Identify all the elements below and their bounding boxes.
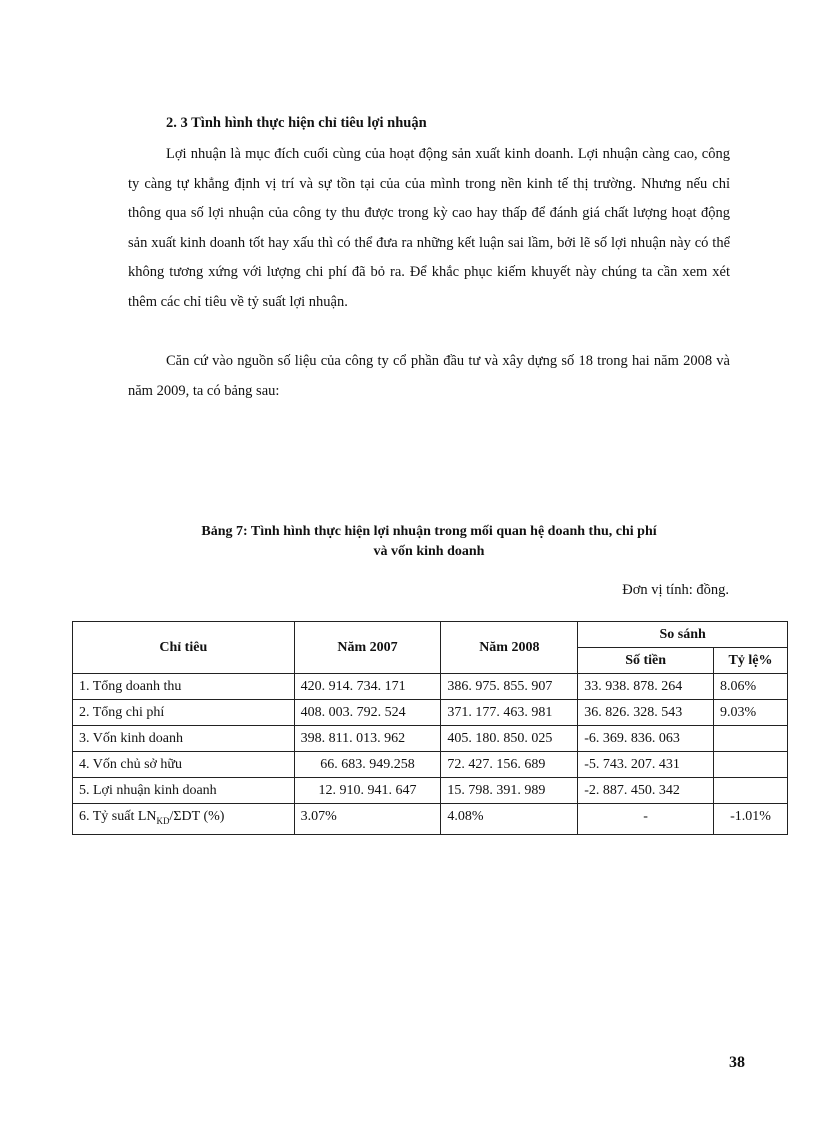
header-amount: Số tiền bbox=[578, 648, 714, 674]
unit-note: Đơn vị tính: đồng. bbox=[622, 582, 729, 598]
header-ratio: Tỷ lệ% bbox=[714, 648, 788, 674]
paragraph-2: Căn cứ vào nguồn số liệu của công ty cổ phần đầu tư và xây dựng số 18 trong hai năm 2008 và năm 2009, ta có bảng sau: bbox=[128, 353, 730, 399]
cell-2008: 371. 177. 463. 981 bbox=[441, 700, 578, 726]
table-caption-line-2: và vốn kinh doanh bbox=[373, 544, 485, 559]
cell-diff: - bbox=[578, 804, 714, 835]
cell-diff: -5. 743. 207. 431 bbox=[578, 752, 714, 778]
cell-2007: 398. 811. 013. 962 bbox=[294, 726, 441, 752]
cell-diff: -6. 369. 836. 063 bbox=[578, 726, 714, 752]
profit-table bbox=[72, 621, 788, 835]
ratio-label-prefix: 6. Tỷ suất LN bbox=[79, 809, 157, 824]
page-number: 38 bbox=[729, 1054, 745, 1071]
cell-ratio: -1.01% bbox=[714, 804, 788, 835]
cell-2008: 15. 798. 391. 989 bbox=[441, 778, 578, 804]
cell-ratio: 9.03% bbox=[714, 700, 788, 726]
ratio-label-sub: KD bbox=[156, 815, 170, 826]
table-row bbox=[73, 752, 788, 778]
table-row bbox=[73, 778, 788, 804]
header-year-2007: Năm 2007 bbox=[294, 622, 441, 674]
header-indicator: Chỉ tiêu bbox=[73, 622, 295, 674]
cell-ratio bbox=[714, 726, 788, 752]
row-label: 3. Vốn kinh doanh bbox=[73, 726, 295, 752]
row-label: 5. Lợi nhuận kinh doanh bbox=[73, 778, 295, 804]
cell-2008: 405. 180. 850. 025 bbox=[441, 726, 578, 752]
header-compare: So sánh bbox=[578, 622, 788, 648]
cell-2007: 420. 914. 734. 171 bbox=[294, 674, 441, 700]
cell-2008: 386. 975. 855. 907 bbox=[441, 674, 578, 700]
cell-ratio: 8.06% bbox=[714, 674, 788, 700]
row-label bbox=[73, 804, 295, 835]
ratio-label-suffix: /ΣDT (%) bbox=[169, 809, 225, 824]
table-caption bbox=[128, 522, 730, 562]
cell-2008: 72. 427. 156. 689 bbox=[441, 752, 578, 778]
row-label: 2. Tổng chi phí bbox=[73, 700, 295, 726]
cell-2007: 3.07% bbox=[294, 804, 441, 835]
cell-diff: 36. 826. 328. 543 bbox=[578, 700, 714, 726]
table-row bbox=[73, 726, 788, 752]
cell-diff: -2. 887. 450. 342 bbox=[578, 778, 714, 804]
cell-2007: 408. 003. 792. 524 bbox=[294, 700, 441, 726]
header-year-2008: Năm 2008 bbox=[441, 622, 578, 674]
table-row bbox=[73, 700, 788, 726]
row-label: 1. Tổng doanh thu bbox=[73, 674, 295, 700]
section-heading: 2. 3 Tình hình thực hiện chỉ tiêu lợi nhuận bbox=[166, 115, 427, 131]
cell-2007: 12. 910. 941. 647 bbox=[294, 778, 441, 804]
table-row bbox=[73, 804, 788, 835]
cell-ratio bbox=[714, 778, 788, 804]
cell-2008: 4.08% bbox=[441, 804, 578, 835]
table-row bbox=[73, 674, 788, 700]
cell-2007: 66. 683. 949.258 bbox=[294, 752, 441, 778]
cell-ratio bbox=[714, 752, 788, 778]
row-label: 4. Vốn chủ sở hữu bbox=[73, 752, 295, 778]
paragraph-1: Lợi nhuận là mục đích cuối cùng của hoạt động sản xuất kinh doanh. Lợi nhuận càng cao, công ty càng tự khẳng định vị trí và sự tồn tại của của mình trong nền kinh tế thị trường. Nhưng nếu chỉ thông qua số lợi nhuận của công ty thu được trong kỳ cao hay thấp để đánh giá chất lượng hoạt động sản xuất kinh doanh tốt hay xấu thì có thể đưa ra những kết luận sai lầm, bởi lẽ số lợi nhuận này có thể không tương xứng với lượng chi phí đã bỏ ra. Để khắc phục kiếm khuyết này chúng ta cần xem xét thêm các chỉ tiêu về tỷ suất lợi nhuận. bbox=[128, 146, 730, 310]
cell-diff: 33. 938. 878. 264 bbox=[578, 674, 714, 700]
table-caption-line-1: Bảng 7: Tình hình thực hiện lợi nhuận trong mối quan hệ doanh thu, chi phí bbox=[201, 524, 657, 539]
